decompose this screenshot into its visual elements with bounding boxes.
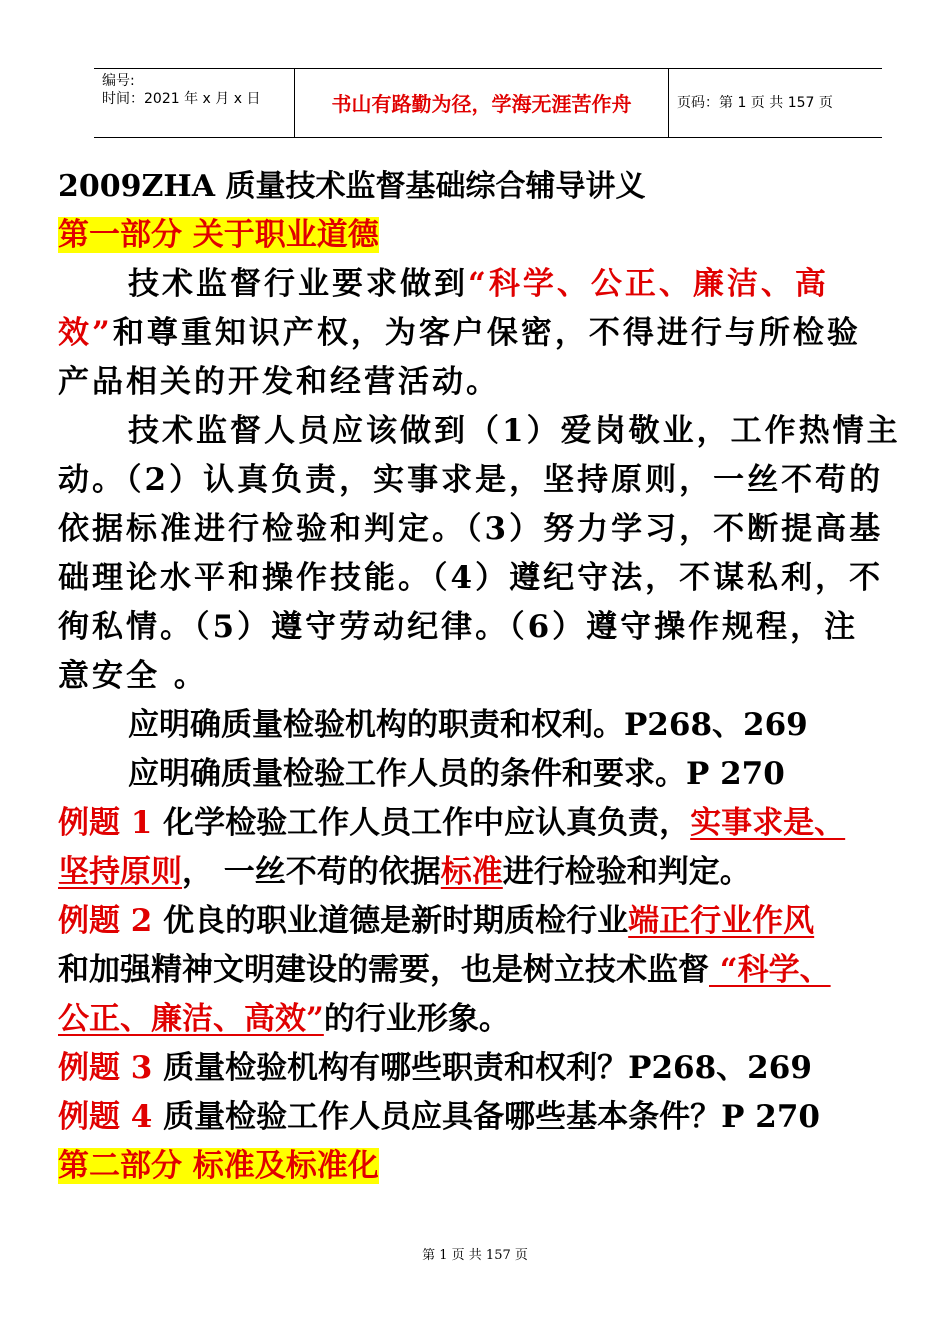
answer-underlined: 实事求是、 bbox=[690, 805, 846, 841]
page-footer: 第 1 页 共 157 页 bbox=[422, 1248, 528, 1263]
paragraph-line bbox=[58, 309, 950, 358]
header-motto: 书山有路勤为径，学海无涯苦作舟 bbox=[331, 92, 632, 116]
paragraph-line: 础理论水平和操作技能。（4）遵纪守法，不谋私利，不 bbox=[58, 560, 884, 596]
part2-heading: 第二部分 标准及标准化 bbox=[58, 1148, 379, 1184]
answer-underlined: 公正、廉洁、高效” bbox=[58, 1001, 324, 1037]
example-label: 例题 4 bbox=[58, 1099, 153, 1135]
header-motto-cell bbox=[295, 69, 669, 137]
part1-heading: 第一部分 关于职业道德 bbox=[58, 217, 379, 253]
header-meta-cell bbox=[94, 69, 295, 137]
paragraph-line: 徇私情。（5）遵守劳动纪律。（6）遵守操作规程，注 bbox=[58, 609, 859, 645]
paragraph-line: 技术监督人员应该做到（1）爱岗敬业，工作热情主 bbox=[128, 413, 901, 449]
example-2-line bbox=[58, 946, 950, 995]
paragraph-line bbox=[58, 260, 950, 309]
time-label: 时间：2021 年 x 月 x 日 bbox=[102, 91, 261, 107]
page-header bbox=[94, 68, 882, 138]
example-text: 进行检验和判定。 bbox=[502, 854, 751, 890]
example-text: 优良的职业道德是新时期质检行业 bbox=[152, 903, 629, 939]
example-1-line bbox=[58, 799, 950, 848]
example-text: 质量检验机构有哪些职责和权利？P268、269 bbox=[152, 1050, 812, 1086]
paragraph-line: 产品相关的开发和经营活动。 bbox=[58, 364, 500, 400]
example-label: 例题 1 bbox=[58, 805, 153, 841]
p1-text: 和尊重知识产权，为客户保密，不得进行与所检验 bbox=[112, 315, 861, 351]
p1-quote-end-red: 效” bbox=[58, 315, 113, 351]
example-label: 例题 3 bbox=[58, 1050, 153, 1086]
paragraph-line: 动。（2）认真负责，实事求是，坚持原则，一丝不苟的 bbox=[58, 462, 884, 498]
paragraph-line: 依据标准进行检验和判定。（3）努力学习，不断提高基 bbox=[58, 511, 884, 547]
p1-text: 技术监督行业要求做到 bbox=[128, 266, 468, 302]
example-1-line bbox=[58, 848, 950, 897]
example-label: 例题 2 bbox=[58, 903, 153, 939]
answer-underlined: 标准 bbox=[440, 854, 503, 890]
example-text: 和加强精神文明建设的需要，也是树立技术监督 bbox=[58, 952, 709, 988]
paragraph-line: 应明确质量检验机构的职责和权利。P268、269 bbox=[128, 707, 808, 743]
example-text: 的行业形象。 bbox=[323, 1001, 510, 1037]
paragraph-line: 意安全 。 bbox=[58, 658, 208, 694]
example-3-line bbox=[58, 1044, 950, 1093]
header-page-info: 页码：第 1 页 共 157 页 bbox=[677, 95, 833, 111]
answer-underlined: “科学、 bbox=[709, 952, 831, 988]
header-page-cell bbox=[669, 69, 882, 137]
example-text: 化学检验工作人员工作中应认真负责， bbox=[152, 805, 691, 841]
document-body bbox=[58, 162, 950, 1191]
example-text: 质量检验工作人员应具备哪些基本条件？P 270 bbox=[152, 1099, 820, 1135]
example-4-line bbox=[58, 1093, 950, 1142]
example-2-line bbox=[58, 897, 950, 946]
answer-underlined: 坚持原则 bbox=[58, 854, 182, 890]
number-label: 编号: bbox=[102, 73, 135, 89]
p1-quote-red: “科学、公正、廉洁、高 bbox=[468, 266, 829, 302]
document-title: 2009ZHA 质量技术监督基础综合辅导讲义 bbox=[58, 169, 646, 204]
example-2-line bbox=[58, 995, 950, 1044]
answer-underlined: 端正行业作风 bbox=[628, 903, 815, 939]
paragraph-line: 应明确质量检验工作人员的条件和要求。P 270 bbox=[128, 756, 785, 792]
example-text: ， 一丝不苟的依据 bbox=[182, 854, 441, 890]
